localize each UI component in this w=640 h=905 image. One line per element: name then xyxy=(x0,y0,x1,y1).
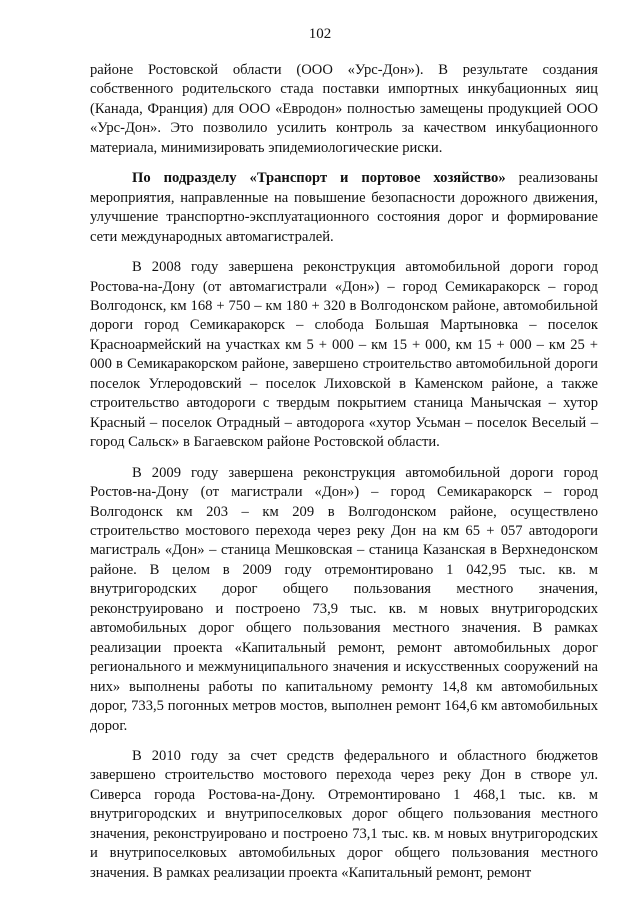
paragraph-2008 xyxy=(90,258,598,453)
section-heading-transport: По подразделу «Транспорт и портовое хозяйство» xyxy=(132,170,506,187)
document-body xyxy=(90,61,598,894)
page-number: 102 xyxy=(308,26,332,42)
paragraph-text: реализованы мероприятия, направленные на повышение безопасности дорожного движения, улучшение транспортно-эксплуатационного состояния дорог и формирование сети международных автомагистралей. xyxy=(90,170,598,245)
paragraph-text: В 2010 году за счет средств федерального и областного бюджетов завершено строительство мостового перехода через реку Дон в створе ул. Сиверса города Ростова-на-Дону. Отремонтировано 1 468,1 тыс. кв. м внутригородских и внутрипоселковых дорог общего пользования местного значения, реконструировано и построено 73,1 тыс. кв. м новых внутригородских и внутрипоселковых автомобильных дорог общего пользования местного значения. В рамках реализации проекта «Капитальный ремонт, ремонт xyxy=(90,747,598,881)
paragraph-text: В 2009 году завершена реконструкция автомобильной дороги город Ростов-на-Дону (от магистрали «Дон») – город Семикаракорск – город Волгодонск км 203 – км 209 в Волгодонском районе, осуществлено строительство мостового перехода через реку Дон на км 65 + 057 автодороги магистраль «Дон» – станица Мешковская – станица Казанская в Верхнедонском районе. В целом в 2009 году отремонтировано 1 042,95 тыс. кв. м внутригородских дорог общего пользования местного значения, реконструировано и построено 73,9 тыс. кв. м новых внутригородских автомобильных дорог общего пользования местного значения. В рамках реализации проекта «Капитальный ремонт, ремонт автомобильных дорог регионального и межмуниципального значения и искусственных сооружений на них» выполнены работы по капитальному ремонту 14,8 км автомобильных дорог, 733,5 погонных метров мостов, выполнен ремонт 164,6 км автомобильных дорог. xyxy=(90,464,598,734)
paragraph-text: районе Ростовской области (ООО «Урс-Дон»). В результате создания собственного родительского стада поставки импортных инкубационных яиц (Канада, Франция) для ООО «Евродон» полностью замещены продукцией ООО «Урс-Дон». Это позволило усилить контроль за качеством инкубационного материала, минимизировать эпидемиологические риски. xyxy=(90,62,598,156)
paragraph-transport-section xyxy=(90,169,598,247)
paragraph-text: В 2008 году завершена реконструкция автомобильной дороги город Ростова-на-Дону (от автомагистрали «Дон») – город Семикаракорск – город Волгодонск, км 168 + 750 – км 180 + 320 в Волгодонском районе, автомобильной дороги город Семикаракорск – слобода Большая Мартыновка – поселок Красноармейский на участках км 5 + 000 – км 15 + 000, км 15 + 000 – км 25 + 000 в Семикаракорском районе, завершено строительство автомобильной дороги поселок Углеродовский – поселок Лиховской в Каменском районе, а также строительство автодороги с твердым покрытием станица Манычская – хутор Красный – поселок Отрадный – автодорога «хутор Усьман – поселок Веселый – город Сальск» в Багаевском районе Ростовской области. xyxy=(90,259,598,451)
paragraph-2010 xyxy=(90,747,598,883)
paragraph-2009 xyxy=(90,464,598,736)
paragraph-poultry-continuation xyxy=(90,61,598,158)
